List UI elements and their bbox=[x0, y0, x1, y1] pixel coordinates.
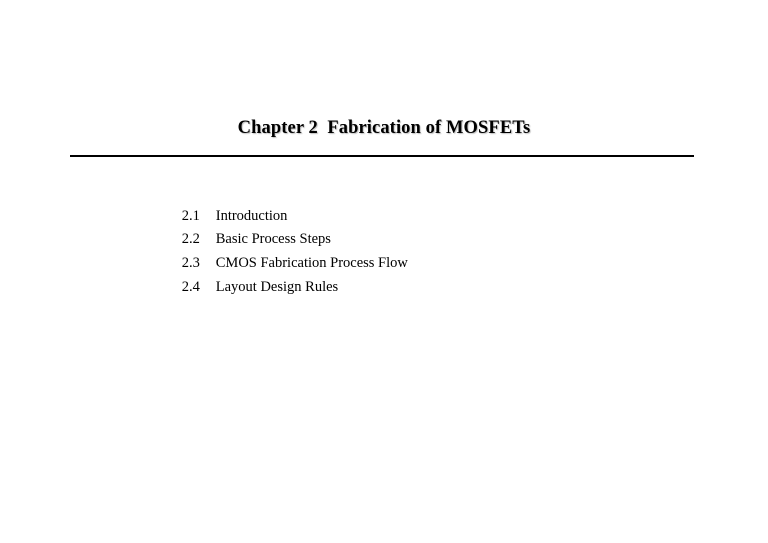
section-title: CMOS Fabrication Process Flow bbox=[215, 255, 408, 272]
section-number: 2.4 bbox=[181, 278, 200, 295]
title-divider bbox=[70, 155, 694, 157]
section-title: Introduction bbox=[215, 207, 288, 224]
section-number: 2.2 bbox=[181, 231, 200, 248]
section-number: 2.3 bbox=[181, 255, 200, 272]
section-item bbox=[160, 181, 408, 224]
section-list bbox=[160, 181, 408, 295]
section-title: Layout Design Rules bbox=[215, 278, 339, 295]
chapter-title: Chapter 2 Fabrication of MOSFETs bbox=[237, 118, 531, 138]
section-title: Basic Process Steps bbox=[215, 231, 331, 248]
section-number: 2.1 bbox=[181, 207, 200, 224]
